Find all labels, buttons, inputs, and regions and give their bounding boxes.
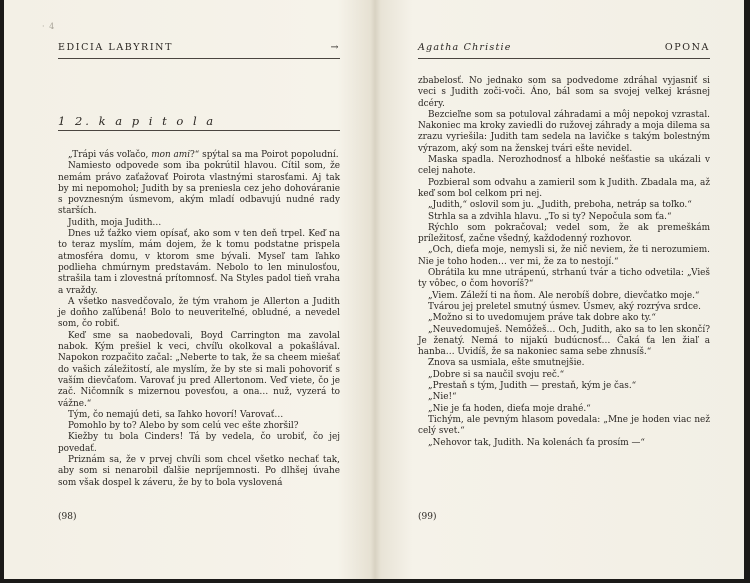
- right-page-text: [418, 76, 710, 449]
- paragraph: Rýchlo som pokračoval; vedel som, že ak premeškám príležitosť, začne všedný, každodenný rozhovor.: [418, 222, 710, 245]
- paragraph: Dnes už ťažko viem opísať, ako som v ten deň trpel. Keď na to teraz myslím, mám dojem, že k tomu podstatne prispela atmosféra domu, v ktorom sme bývali. Myseľ tam ľahko podlieha chmúrnym predstavám. Nebolo to len minulosťou, strašila tam i zlovestná prítomnosť. Na Styles padol tieň vraha a vraždy.: [58, 229, 340, 296]
- paragraph: Pomohlo by to? Alebo by som celú vec ešte zhoršil?: [68, 421, 299, 432]
- paragraph: „Prestaň s tým, Judith — prestaň, kým je čas.“: [428, 381, 637, 392]
- paragraph: Strhla sa a zdvihla hlavu. „To si ty? Nepočula som ťa.“: [428, 211, 672, 222]
- paragraph: Kiežby tu bola Cinders! Tá by vedela, čo urobiť, čo jej povedať.: [58, 432, 340, 454]
- paragraph: „Možno si to uvedomujem práve tak dobre ako ty.“: [428, 313, 656, 324]
- paragraph: „Viem. Záleží ti na ňom. Ale nerobíš dobre, dievčatko moje.“: [428, 290, 700, 301]
- paragraph: Bezcieľne som sa potuloval záhradami a môj nepokoj vzrastal. Nakoniec ma kroky zaviedli do ružovej záhrady a moja dilema sa zrazu vyriešila: Judith tam sedela na lavičke s takým bolestným výrazom, aký som na ženskej tvári ešte nevidel.: [418, 109, 710, 154]
- left-running-head: [58, 42, 340, 53]
- paragraph: Judith, moja Judith…: [68, 217, 162, 228]
- paragraph: „Och, dieťa moje, nemysli si, že nič neviem, že ti nerozumiem. Nie je toho hoden… ver mi, že za to nestojí.“: [418, 245, 710, 267]
- paragraph: Tichým, ale pevným hlasom povedala: „Mne je hoden viac než celý svet.“: [418, 414, 710, 437]
- corner-pencil-mark: · 4: [42, 22, 56, 31]
- left-page: [58, 0, 340, 583]
- right-page-number: (99): [418, 512, 437, 522]
- paragraph: Pozbieral som odvahu a zamieril som k Judith. Zbadala ma, až keď som bol celkom pri nej.: [418, 177, 710, 199]
- left-page-number: (98): [58, 512, 77, 522]
- paragraph: Znova sa usmiala, ešte smutnejšie.: [428, 358, 585, 369]
- paragraph: A všetko nasvedčovalo, že tým vrahom je Allerton a Judith je doňho zaľúbená! Bolo to neuveriteľné, obludné, a nevedel som, čo robiť.: [58, 296, 340, 330]
- running-head-mark: →: [330, 42, 340, 53]
- paragraph: „Judith,“ oslovil som ju. „Judith, preboha, netráp sa toľko.“: [428, 200, 692, 211]
- left-head-rule: [58, 58, 340, 59]
- paragraph: zbabelosť. No jednako som sa podvedome zdráhal vyjasniť si veci s Judith zoči-voči. Áno, bál som sa svojej veľkej krásnej dcéry.: [418, 76, 710, 109]
- paragraph: Priznám sa, že v prvej chvíli som chcel všetko nechať tak, aby som si nenarobil ďalšie nepríjemnosti. Po dlhšej úvahe som však dospel k záveru, že by to bola vyslovená: [58, 455, 340, 488]
- paragraph: „Neuvedomuješ. Nemôžeš… Och, Judith, ako sa to len skončí? Je ženatý. Nemá to nijakú budúcnosť… Čaká ťa len žiaľ a hanba… Uvidíš, že sa nakoniec sama sebe zhnusíš.“: [418, 324, 710, 358]
- paragraph: Obrátila ku mne utrápenú, strhanú tvár a ticho odvetila: „Vieš ty vôbec, o čom hovoríš?“: [418, 268, 710, 290]
- paragraph: Tvárou jej preletel smutný úsmev. Úsmev, aký rozrýva srdce.: [428, 301, 701, 312]
- paragraph: „Nie je ťa hoden, dieťa moje drahé.“: [428, 403, 591, 414]
- paragraph: Tým, čo nemajú deti, sa ľahko hovorí! Varovať…: [68, 409, 284, 420]
- left-page-text: [58, 150, 340, 489]
- paragraph: „Dobre si sa naučil svoju reč.“: [428, 369, 565, 380]
- paragraph: „Nehovor tak, Judith. Na kolenách ťa prosím —“: [428, 437, 645, 448]
- paragraph: Keď sme sa naobedovali, Boyd Carrington ma zavolal nabok. Kým prešiel k veci, chvíľu okolkoval a pokašlával. Napokon rozpačito začal: „Neberte to tak, že sa cheem miešať do vašich záležitostí, ale myslím, že by ste si mali pohovoriť s vaším dievčaťom. Varovať ju pred Allertonom. Veď viete, čo je zač. Ničomník s mizernou povesťou, a ona… nuž, vyzerá to vážne.“: [58, 330, 340, 409]
- paragraph: „Trápi vás voľačo, mon ami?“ spýtal sa ma Poirot popoludní.: [68, 150, 339, 160]
- right-head-rule: [418, 58, 710, 59]
- scan-border-left: [0, 0, 4, 583]
- paragraph: Namiesto odpovede som iba pokrútil hlavou. Cítil som, že nemám právo zaťažovať Poirota vlastnými starosťami. Aj tak by mi nepomohol; Judith by sa preniesla cez jeho dohováranie s povznesným úsmevom, akým mladí odbavujú nudné rady starších.: [58, 161, 340, 217]
- right-running-head: [418, 42, 710, 53]
- chapter-heading: 1 2. k a p i t o l a: [58, 114, 217, 128]
- paragraph: Maska spadla. Nerozhodnosť a hlboké nešťastie sa ukázali v celej nahote.: [418, 155, 710, 177]
- book-title: OPONA: [664, 42, 710, 53]
- right-page: [418, 0, 710, 583]
- chapter-rule: [58, 130, 340, 131]
- author-name: Agatha Christie: [418, 42, 512, 53]
- scan-border-right: [744, 0, 750, 583]
- series-title: EDICIA LABYRINT: [58, 42, 174, 53]
- paragraph: „Nie!“: [428, 392, 457, 403]
